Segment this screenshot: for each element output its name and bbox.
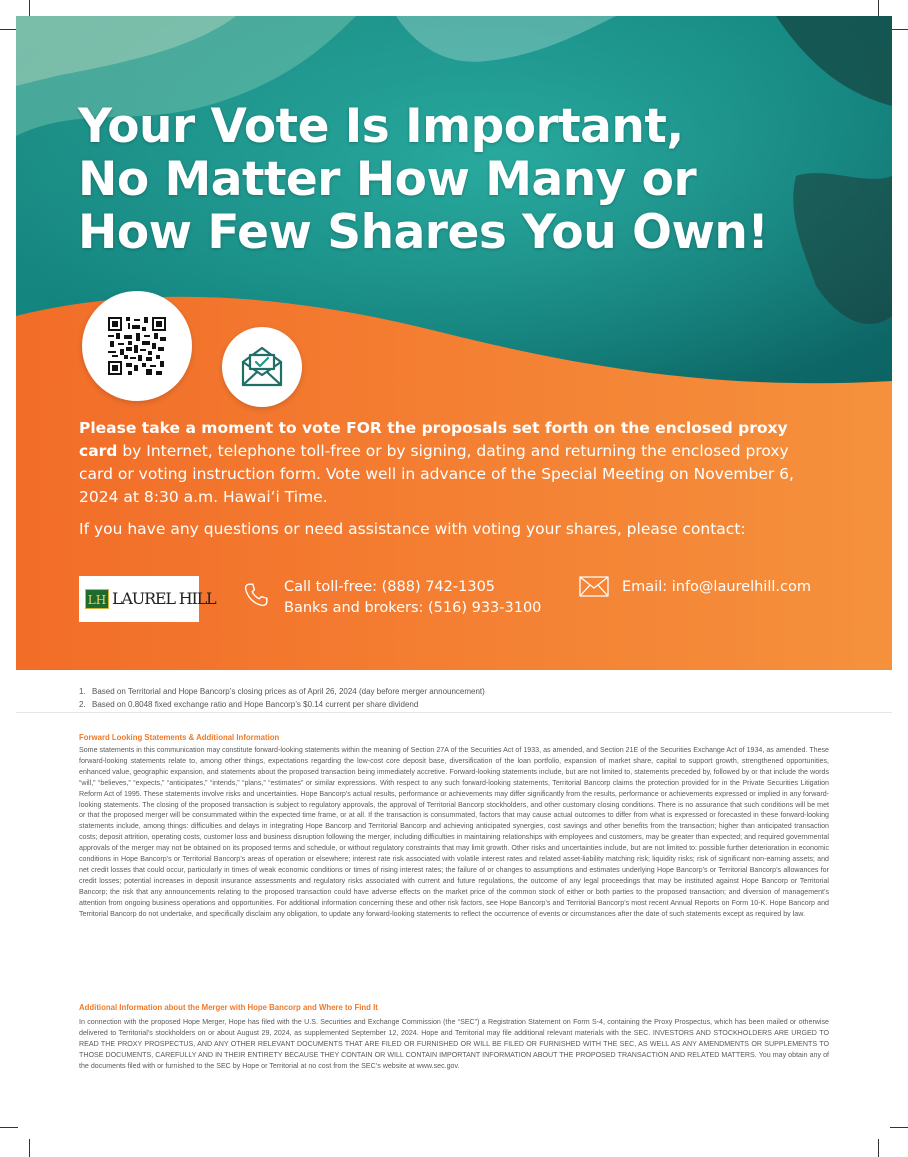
forward-looking-body: Some statements in this communication may constitute forward-looking statements within the meaning of Section 27A of the Securities Act of 1933, as amended, and Section 21E of the Securities Exchange Act of 1934, as amended. These forward-looking statements relate to, among other things, expectations regarding the low-cost core deposit base, diversification of the loan portfolio, expansion of market share, capital to support growth, strengthened opportunities, enhanced value, geographic expansion, and statements about the proposed transaction being immediately accretive. Forward-looking statements include, but are not limited to, statements preceded by, followed by or that include the words “will,” “believes,” “expects,” “anticipates,” “intends,” “plans,” “estimates” or similar expressions. With respect to any such forward-looking statements, Territorial Bancorp claims the protection provided for in the Private Securities Litigation Reform Act of 1995. These statements involve risks and uncertainties. Hope Bancorp’s actual results, performance or achievements may differ significantly from the results, performance or achievements expressed or implied in any forward-looking statements. The closing of the proposed transaction is subject to regulatory approvals, the approval of Territorial Bancorp stockholders, and other customary closing conditions. There is no assurance that such conditions will be met or that the proposed merger will be consummated within the expected time frame, or at all. If the transaction is consummated, factors that may cause actual outcomes to differ from what is expressed or forecasted in these forward-looking statements include, among things: difficulties and delays in integrating Hope Bancorp and Territorial Bancorp and achieving anticipated synergies, cost savings and other benefits from the transaction; higher than anticipated transaction costs; deposit attrition, operating costs, customer loss and business disruption following the merger, including difficulties in maintaining relationships with employees and customers, may be greater than expected; and required governmental approvals of the merger may not be obtained on its proposed terms and schedule, or without regulatory constraints that may limit growth. Other risks and uncertainties include, but are not limited to: possible further deterioration in economic conditions in Hope Bancorp’s or Territorial Bancorp’s areas of operation or elsewhere; interest rate risk associated with volatile interest rates and related asset-liability matching risk; liquidity risks; risk of significant non-earning assets; and net credit losses that could occur, particularly in times of weak economic conditions or times of rising interest rates; the failure of or changes to assumptions and estimates underlying Hope Bancorp’s or Territorial Bancorp’s allowances for credit losses; potential increases in deposit insurance assessments and regulatory risks associated with current and future regulations, the outcome of any legal proceedings that may be instituted against Hope Bancorp or Territorial Bancorp; the risk that any announcements relating to the proposed transaction could have adverse effects on the market price of the common stock of either or both parties to the proposed transaction; and diversion of management’s attention from ongoing business operations and opportunities. For additional information concerning these and other risk factors, see Hope Bancorp’s and Territorial Bancorp’s most recent Annual Reports on Form 10-K. Hope Bancorp and Territorial Bancorp do not undertake, and specifically disclaim any obligation, to update any forward-looking statements to reflect the occurrence of events or circumstances after the date of such statements except as required by law. (79, 746, 829, 918)
crop-mark (878, 1139, 879, 1157)
footnote-number: 2. (79, 699, 86, 709)
envelope-badge (222, 327, 302, 407)
headline-line-2: No Matter How Many or (78, 152, 697, 207)
contact-intro: If you have any questions or need assistance with voting your shares, please contact: (79, 520, 746, 538)
crop-mark (890, 1127, 908, 1128)
footnote-text: Based on Territorial and Hope Bancorp’s closing prices as of April 26, 2024 (day before merger announcement) (92, 687, 485, 696)
crop-mark (0, 1127, 18, 1128)
phone-contacts (284, 577, 541, 619)
footnote-number: 1. (79, 687, 86, 696)
footnote (79, 686, 485, 699)
qr-code-icon (108, 317, 166, 375)
qr-code-badge[interactable] (82, 291, 192, 401)
footnote-text: Based on 0.8048 fixed exchange ratio and Hope Bancorp’s $0.14 current per share dividend (92, 699, 419, 709)
footnotes (79, 686, 485, 711)
crop-mark (890, 29, 908, 30)
laurel-hill-logo (79, 576, 216, 622)
forward-looking-heading: Forward Looking Statements & Additional Information (79, 733, 280, 742)
mail-icon (579, 576, 609, 597)
headline-line-3: How Few Shares You Own! (78, 205, 769, 260)
crop-mark (29, 1139, 30, 1157)
hero-banner (16, 16, 892, 670)
footnote (79, 699, 485, 712)
toll-free-number[interactable]: Call toll-free: (888) 742-1305 (284, 579, 496, 595)
logo-name: LAUREL HILL (112, 589, 216, 608)
phone-icon (243, 582, 269, 608)
banks-brokers-number[interactable]: Banks and brokers: (516) 933-3100 (284, 600, 542, 616)
vote-lead: Please take a moment to vote FOR the proposals set forth on the enclosed proxy card (79, 419, 788, 460)
vote-instructions (79, 417, 809, 509)
merger-info-heading: Additional Information about the Merger with Hope Bancorp and Where to Find It (79, 1003, 378, 1012)
email-link[interactable]: Email: info@laurelhill.com (622, 579, 811, 595)
headline (78, 100, 838, 259)
divider (16, 712, 892, 713)
headline-line-1: Your Vote Is Important, (78, 99, 684, 154)
open-envelope-check-icon (238, 343, 286, 391)
vote-details: by Internet, telephone toll-free or by signing, dating and returning the enclosed proxy card or voting instruction form. Vote well in advance of the Special Meeting on November 6, 2024 at 8:30 a.m. Hawaiʻi Time. (79, 442, 794, 506)
logo-mark: LH (85, 589, 109, 609)
merger-info-body: In connection with the proposed Hope Merger, Hope has filed with the U.S. Securities and Exchange Commission (the “SEC”) a Registration Statement on Form S-4, containing the Proxy Prospectus, which has been mailed or otherwise delivered to Territorial’s stockholders on or about August 29, 2024, as supplemented September 12, 2024. Hope and Territorial may file additional relevant materials with the SEC. INVESTORS AND STOCKHOLDERS ARE URGED TO READ THE PROXY PROSPECTUS, AND ANY OTHER RELEVANT DOCUMENTS THAT ARE FILED OR FURNISHED OR WILL BE FILED OR FURNISHED WITH THE SEC, AS WELL AS ANY AMENDMENTS OR SUPPLEMENTS TO THOSE DOCUMENTS, CAREFULLY AND IN THEIR ENTIRETY BECAUSE THEY CONTAIN OR WILL CONTAIN IMPORTANT INFORMATION ABOUT THE PROPOSED TRANSACTION AND RELATED MATTERS. You may obtain any of the documents filed with or furnished to the SEC by Hope or Territorial at no cost from the SEC’s website at www.sec.gov. (79, 1018, 829, 1070)
